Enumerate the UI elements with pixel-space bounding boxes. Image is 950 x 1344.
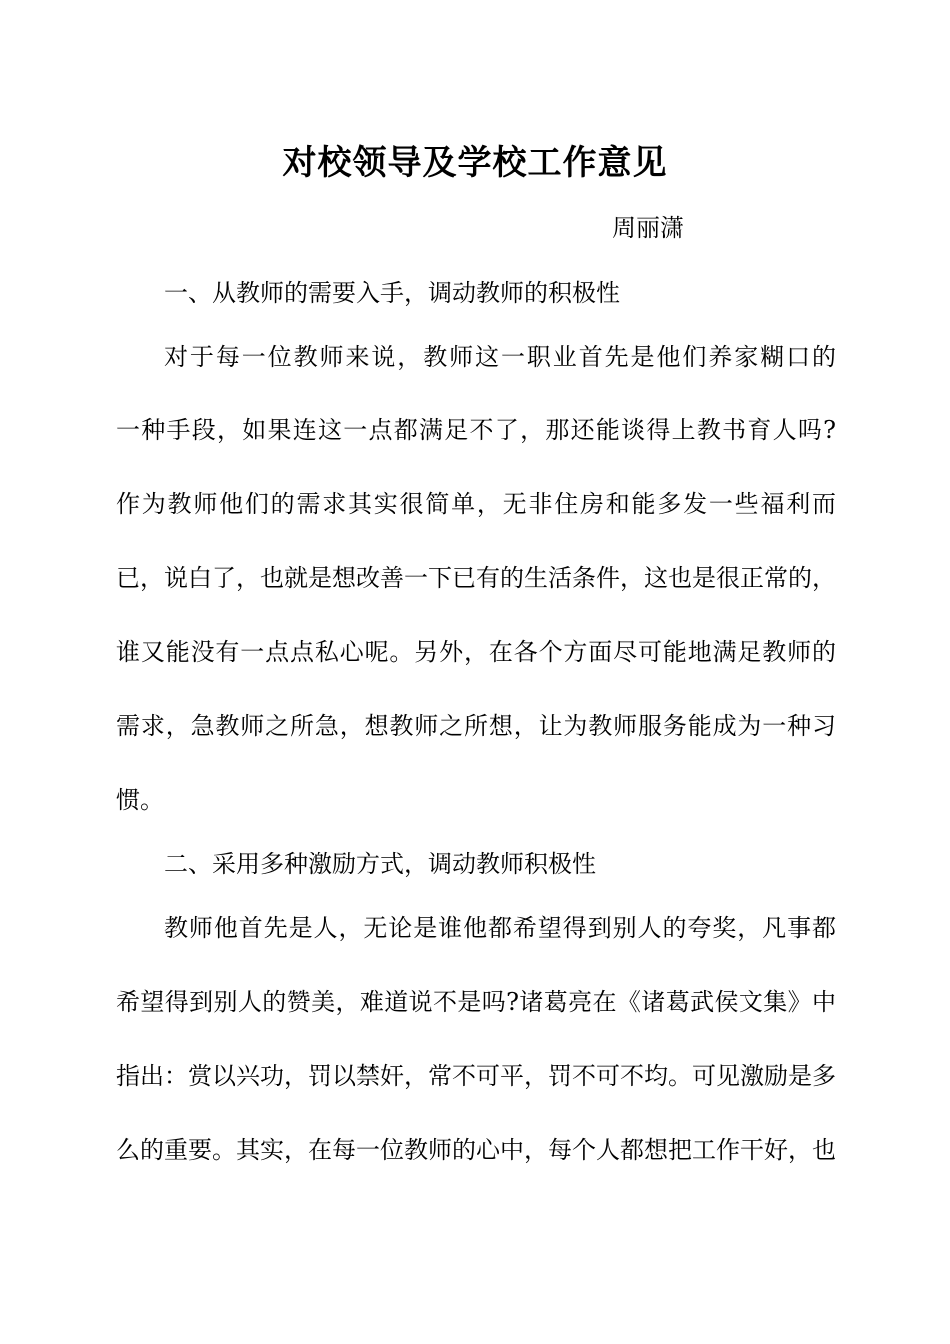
author-name: 周丽潇 bbox=[612, 214, 684, 242]
paragraph-line: 指出：赏以兴功，罚以禁奸，常不可平，罚不可不均。可见激励是多 bbox=[116, 1062, 836, 1090]
paragraph-line: 谁又能没有一点点私心呢。另外，在各个方面尽可能地满足教师的 bbox=[116, 638, 836, 666]
paragraph-line: 希望得到别人的赞美，难道说不是吗?诸葛亮在《诸葛武侯文集》中 bbox=[116, 988, 836, 1016]
paragraph-line: 已，说白了，也就是想改善一下已有的生活条件，这也是很正常的， bbox=[116, 564, 836, 592]
paragraph-line: 么的重要。其实，在每一位教师的心中，每个人都想把工作干好，也 bbox=[116, 1136, 836, 1164]
paragraph-line: 教师他首先是人，无论是谁他都希望得到别人的夸奖，凡事都 bbox=[164, 914, 836, 942]
paragraph-line: 一种手段，如果连这一点都满足不了，那还能谈得上教书育人吗? bbox=[116, 416, 836, 444]
section-heading: 二、采用多种激励方式，调动教师积极性 bbox=[164, 850, 596, 878]
paragraph-line: 对于每一位教师来说，教师这一职业首先是他们养家糊口的 bbox=[164, 343, 836, 371]
paragraph-line: 需求，急教师之所急，想教师之所想，让为教师服务能成为一种习 bbox=[116, 712, 836, 740]
paragraph-line: 作为教师他们的需求其实很简单，无非住房和能多发一些福利而 bbox=[116, 490, 836, 518]
document-title: 对校领导及学校工作意见 bbox=[282, 143, 668, 183]
paragraph-line: 惯。 bbox=[116, 786, 164, 814]
section-heading: 一、从教师的需要入手，调动教师的积极性 bbox=[164, 279, 620, 307]
